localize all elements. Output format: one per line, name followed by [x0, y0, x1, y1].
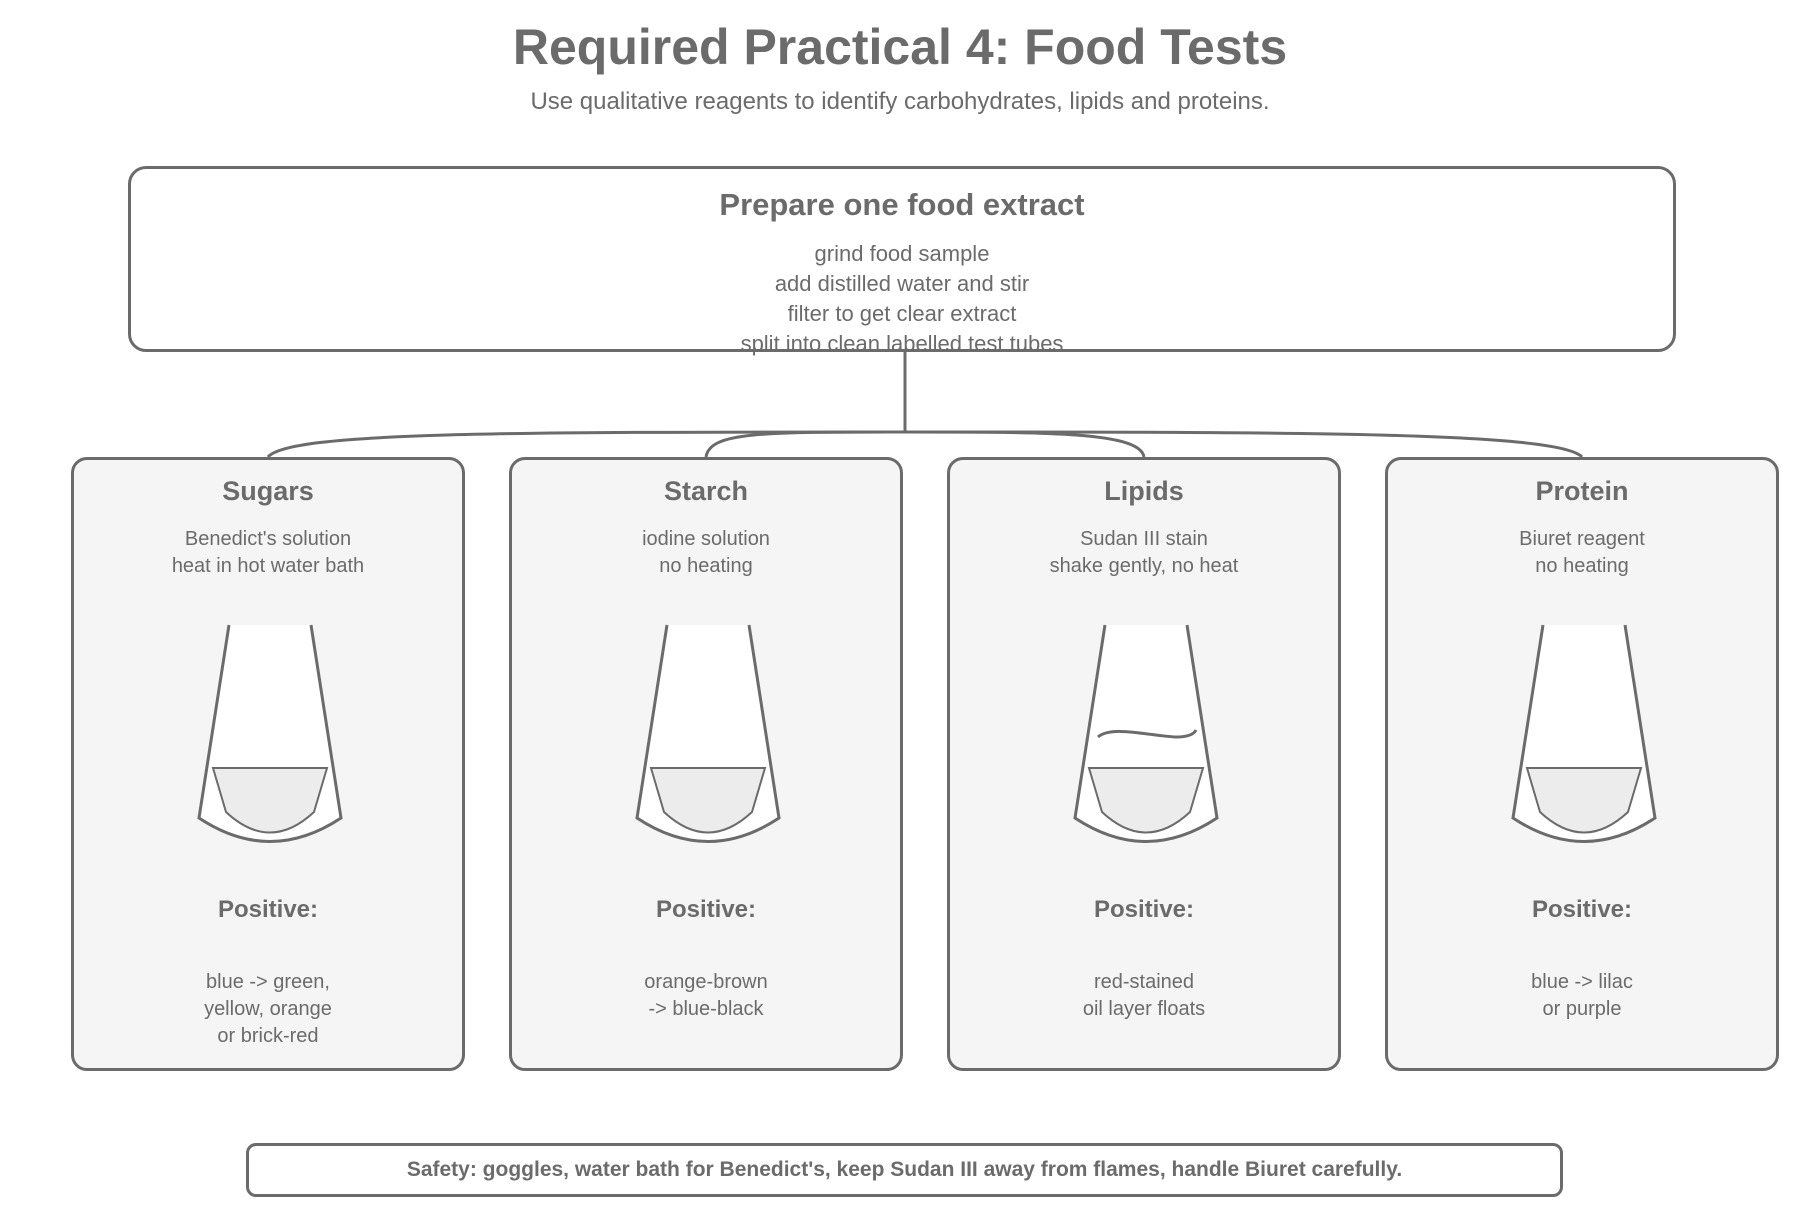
method-line: shake gently, no heat	[1049, 555, 1239, 577]
safety-note: Safety: goggles, water bath for Benedict's, keep Sudan III away from flames, handle Biuret carefully.	[246, 1143, 1563, 1197]
test-card-sugars	[71, 457, 465, 1071]
result-line: or purple	[1542, 998, 1622, 1020]
test-title: Sugars	[222, 476, 314, 506]
preparation-title: Prepare one food extract	[719, 187, 1085, 222]
test-title: Protein	[1535, 476, 1629, 506]
method-line: heat in hot water bath	[171, 555, 365, 577]
page-subtitle: Use qualitative reagents to identify carbohydrates, lipids and proteins.	[530, 88, 1270, 115]
test-title: Starch	[663, 476, 749, 506]
result-line: orange-brown	[644, 971, 768, 993]
test-card-protein	[1385, 457, 1779, 1071]
preparation-step: split into clean labelled test tubes	[740, 331, 1064, 356]
branch-connector-lipids	[905, 432, 1144, 457]
method-line: no heating	[659, 555, 753, 577]
method-line: no heating	[1535, 555, 1629, 577]
result-line: yellow, orange	[204, 998, 332, 1020]
preparation-step: grind food sample	[814, 241, 990, 266]
positive-label: Positive:	[217, 896, 319, 923]
method-line: Biuret reagent	[1519, 528, 1645, 550]
positive-label: Positive:	[655, 896, 757, 923]
test-result	[74, 969, 462, 1050]
test-result	[512, 969, 900, 1023]
preparation-step: add distilled water and stir	[774, 271, 1030, 296]
branch-connector-sugars	[268, 432, 905, 457]
test-card-lipids	[947, 457, 1341, 1071]
result-line: or brick-red	[217, 1025, 319, 1047]
method-line: Sudan III stain	[1080, 528, 1208, 550]
branch-connector-starch	[706, 432, 905, 457]
result-line: blue -> lilac	[1531, 971, 1633, 993]
branch-connector-protein	[905, 432, 1582, 457]
test-card-starch	[509, 457, 903, 1071]
test-title: Lipids	[1104, 476, 1184, 506]
result-line: red-stained	[1093, 971, 1195, 993]
test-result	[950, 969, 1338, 1023]
test-result	[1388, 969, 1776, 1023]
result-line: oil layer floats	[1082, 998, 1206, 1020]
result-line: blue -> green,	[206, 971, 330, 993]
positive-label: Positive:	[1531, 896, 1633, 923]
page-title: Required Practical 4: Food Tests	[512, 19, 1288, 75]
preparation-step: filter to get clear extract	[787, 301, 1017, 326]
method-line: Benedict's solution	[184, 528, 352, 550]
positive-label: Positive:	[1093, 896, 1195, 923]
method-line: iodine solution	[642, 528, 770, 550]
result-line: -> blue-black	[648, 998, 764, 1020]
